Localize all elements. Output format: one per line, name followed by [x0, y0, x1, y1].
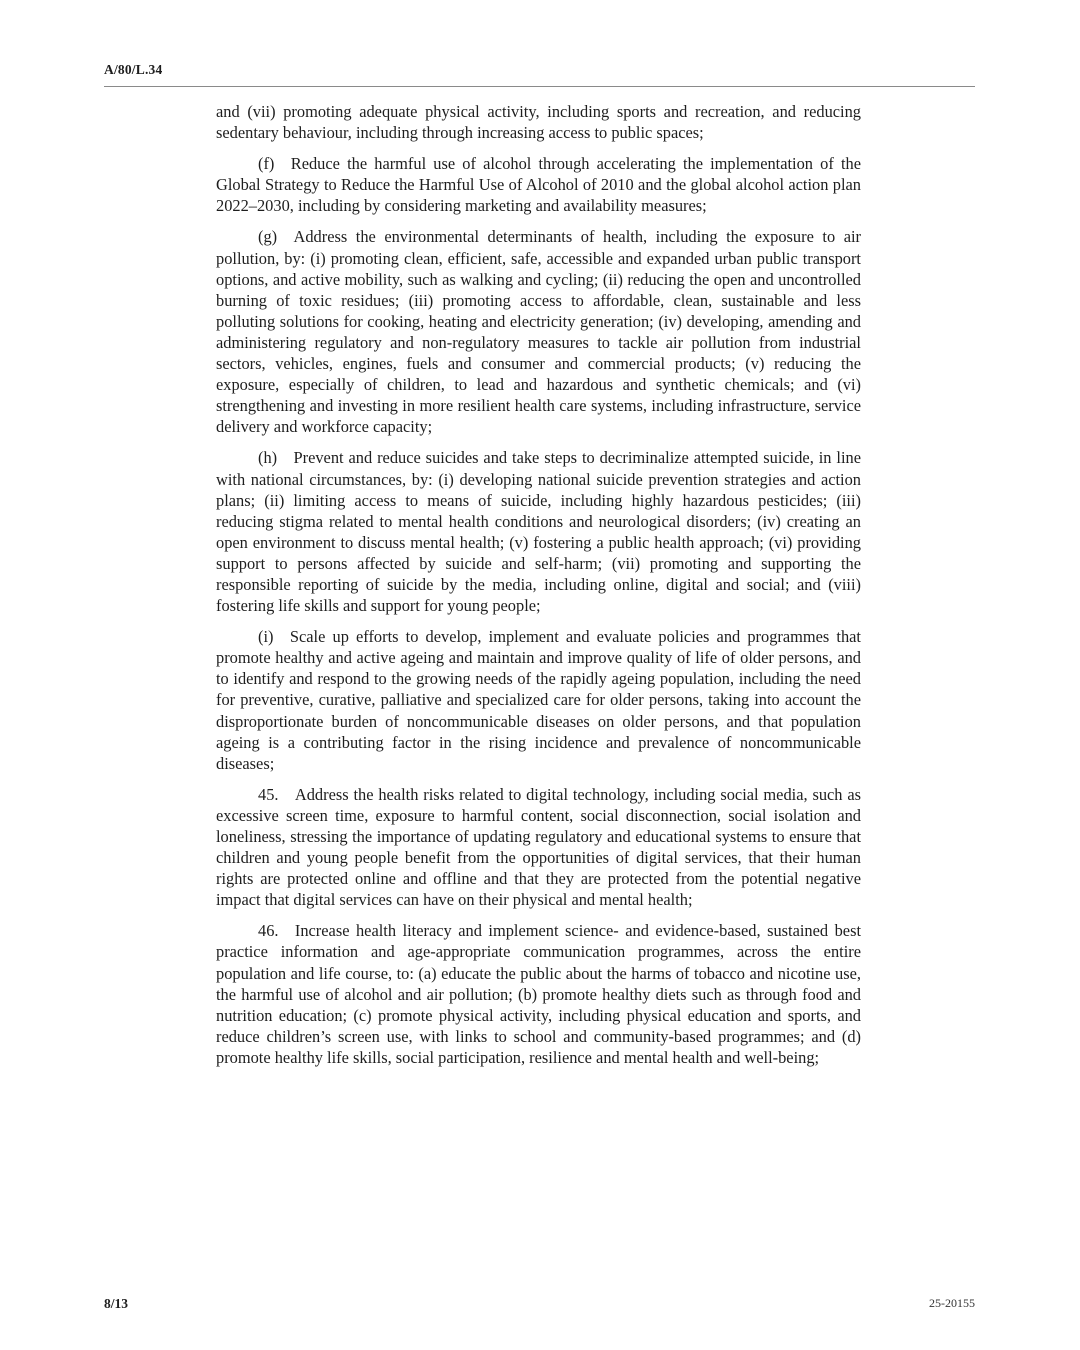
paragraph-h: (h) Prevent and reduce suicides and take steps to decriminalize attempted suicide, in line with national circumstances, by: (i) developing national suicide prevention strategies and action plans; (ii) limiting access to means of suicide, including highly hazardous pesticides; (iii) reducing stigma related to mental health conditions and neurological disorders; (iv) creating an open environment to discuss mental health; (v) fostering a public health approach; (vi) providing support to persons affected by suicide and self-harm; (vii) promoting and supporting the responsible reporting of suicide by the media, including online, digital and social; and (viii) fostering life skills and support for young people;	[216, 448, 861, 616]
paragraph-continued: and (vii) promoting adequate physical activity, including sports and recreation, and reducing sedentary behaviour, including through increasing access to public spaces;	[216, 102, 861, 143]
page-number: 8/13	[104, 1296, 129, 1311]
paragraph-45: 45. Address the health risks related to digital technology, including social media, such as excessive screen time, exposure to harmful content, social disconnection, social isolation and loneliness, stressing the importance of updating regulatory and educational systems to ensure that children and young people benefit from the opportunities of digital services, that their human rights are protected online and offline and that they are protected from the potential negative impact that digital services can have on their physical and mental health;	[216, 784, 861, 910]
document-symbol: A/80/L.34	[104, 62, 163, 77]
paragraph-46: 46. Increase health literacy and implement science- and evidence-based, sustained best practice information and age-appropriate communication programmes, across the entire population and life course, to: (a) educate the public about the harms of tobacco and nicotine use, the harmful use of alcohol and air pollution; (b) promote healthy diets such as through food and nutrition education; (c) promote physical activity, including physical education and sports, and reduce children’s screen use, with links to school and community-based programmes; and (d) promote healthy life skills, social participation, resilience and mental health and well-being;	[216, 921, 861, 1067]
header-divider	[104, 86, 975, 87]
paragraph-f: (f) Reduce the harmful use of alcohol through accelerating the implementation of the Global Strategy to Reduce the Harmful Use of Alcohol of 2010 and the global alcohol action plan 2022–2030, including by considering marketing and availability measures;	[216, 154, 861, 216]
paragraph-i: (i) Scale up efforts to develop, implement and evaluate policies and programmes that promote healthy and active ageing and maintain and improve quality of life of older persons, and to identify and respond to the growing needs of the rapidly ageing population, including the need for preventive, curative, palliative and specialized care for older persons, taking into account the disproportionate burden of noncommunicable diseases on older persons, and that population ageing is a contributing factor in the rising incidence and prevalence of noncommunicable diseases;	[216, 627, 861, 773]
document-body	[216, 101, 861, 1078]
document-code: 25-20155	[929, 1296, 975, 1310]
paragraph-g: (g) Address the environmental determinants of health, including the exposure to air pollution, by: (i) promoting clean, efficient, safe, accessible and expanded urban public transport options, and active mobility, such as walking and cycling; (ii) reducing the open and uncontrolled burning of toxic residues; (iii) promoting access to affordable, clean, sustainable and less polluting solutions for cooking, heating and electricity generation; (iv) developing, amending and administering regulatory and non-regulatory measures to tackle air pollution from industrial sectors, vehicles, engines, fuels and consumer and commercial products; (v) reducing the exposure, especially of children, to lead and hazardous and synthetic chemicals; and (vi) strengthening and investing in more resilient health care systems, including infrastructure, service delivery and workforce capacity;	[216, 227, 861, 437]
